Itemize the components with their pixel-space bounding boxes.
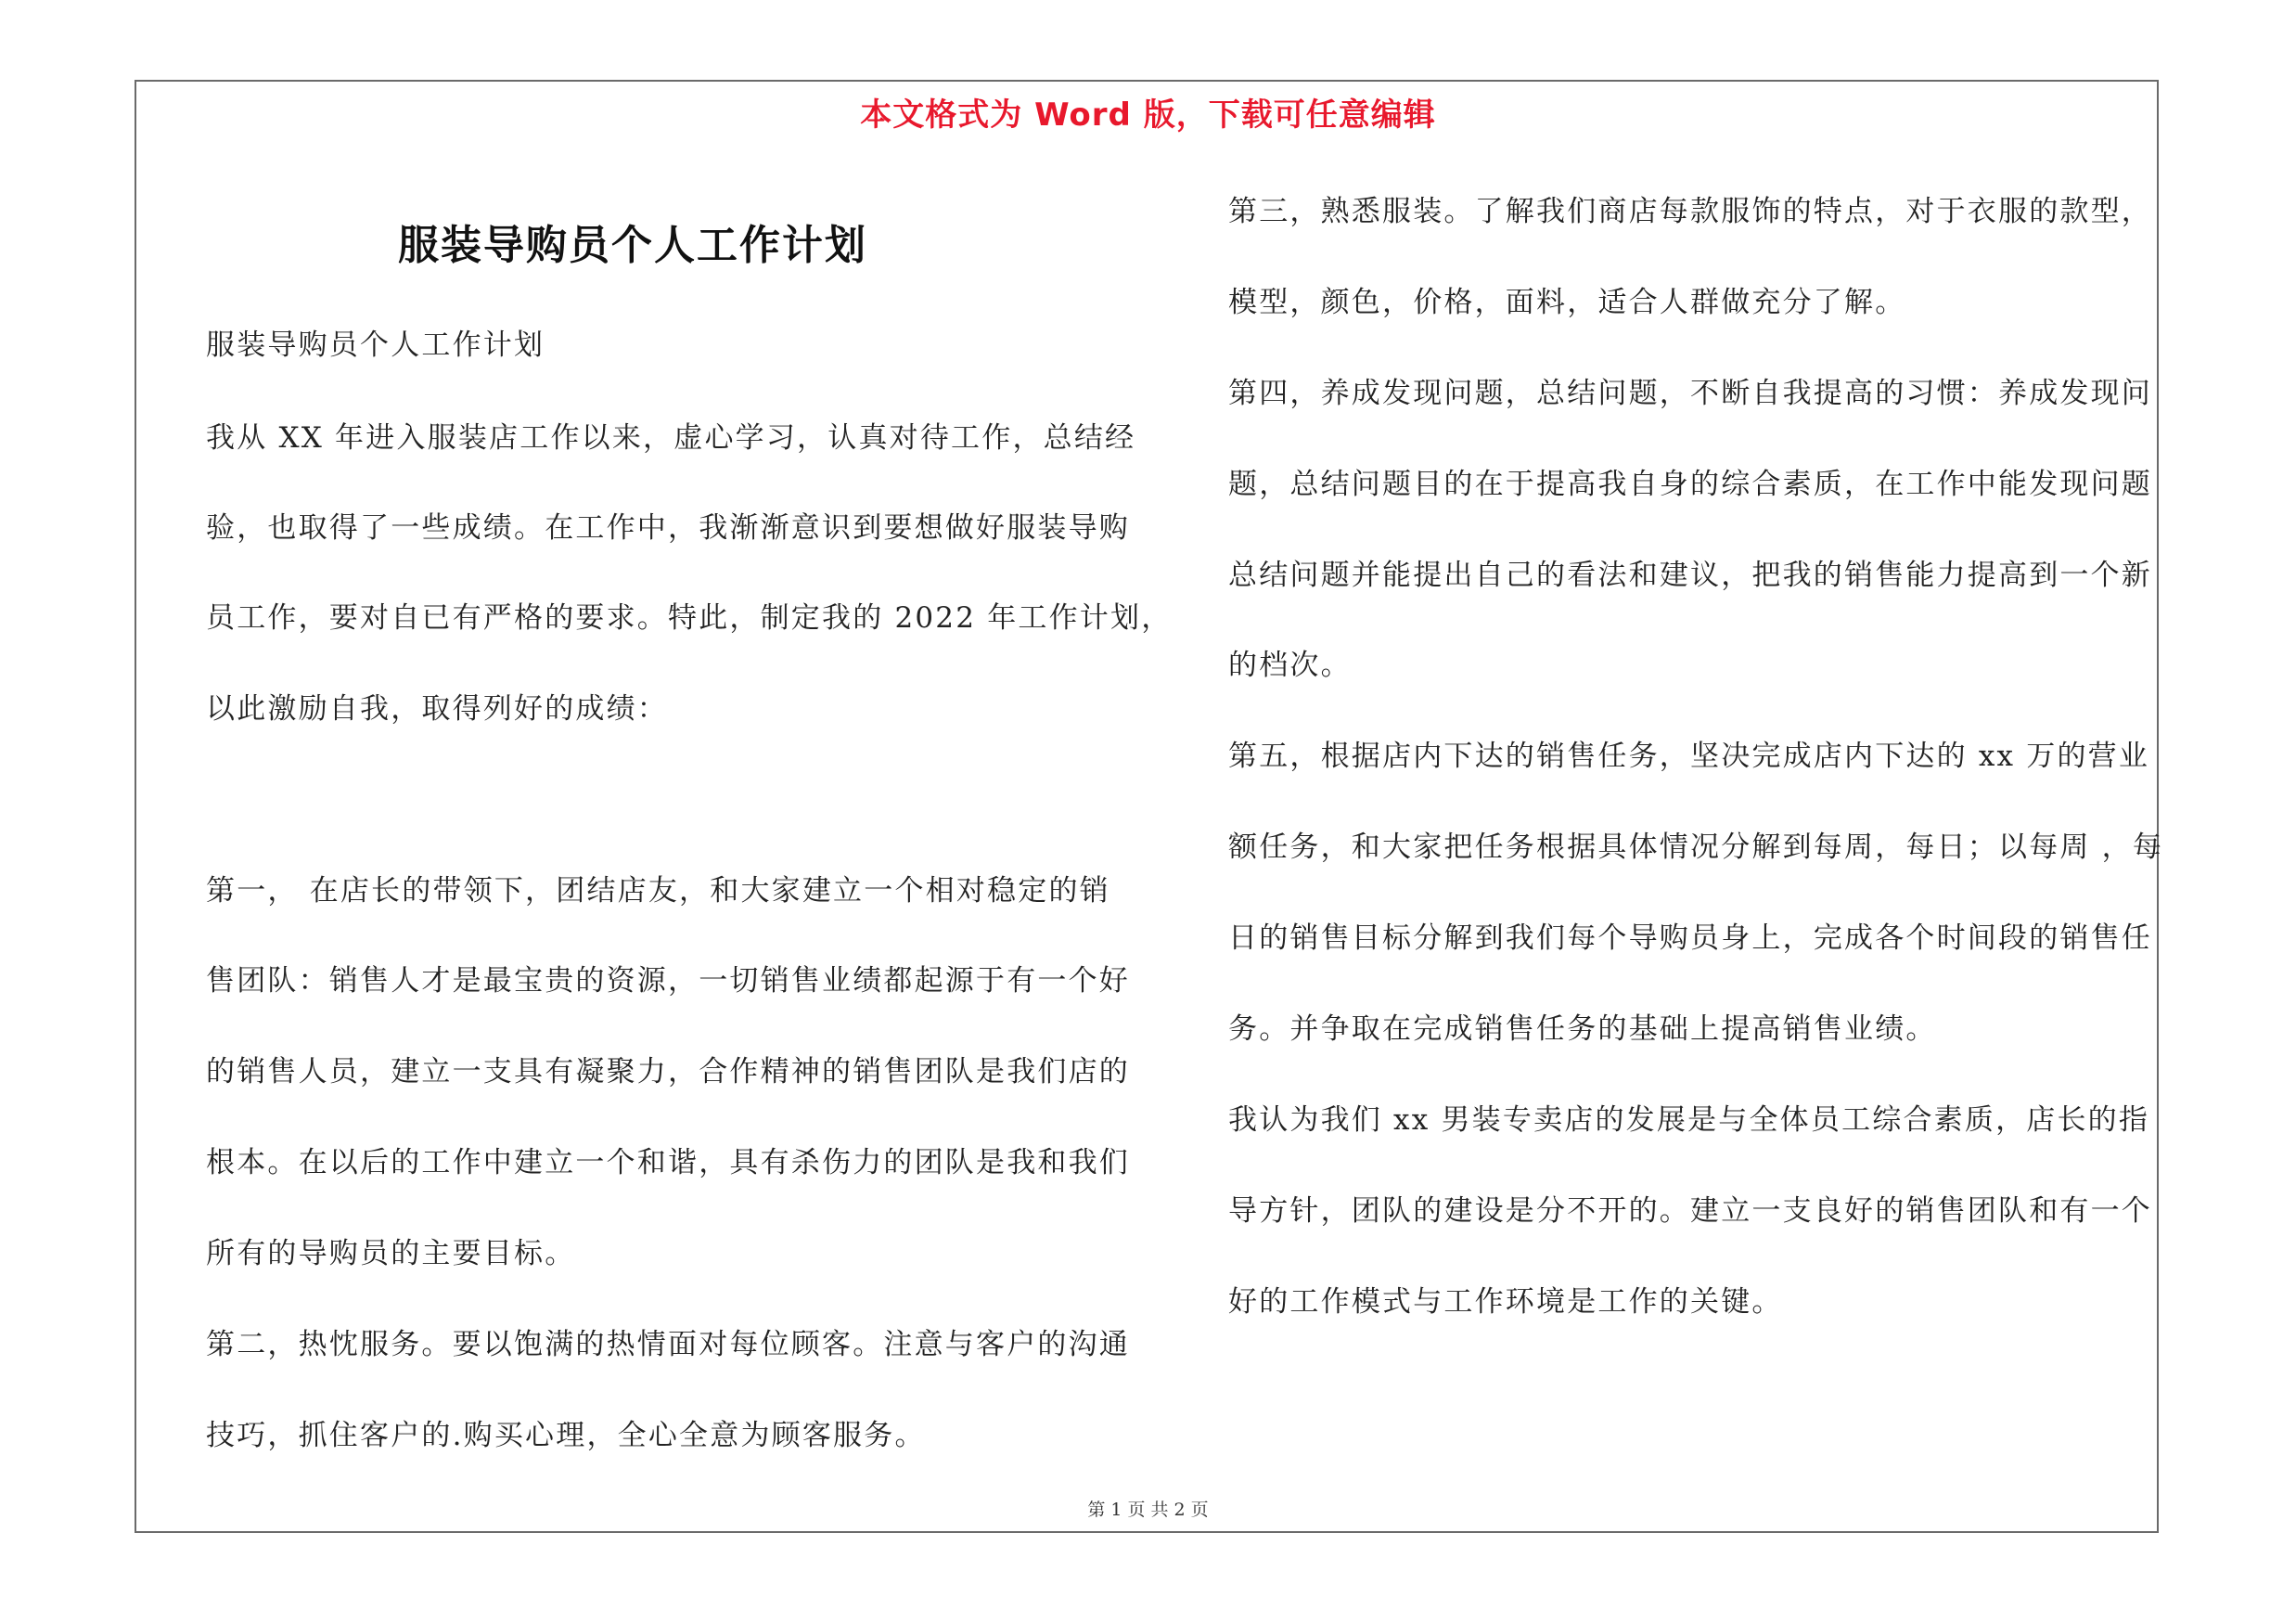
paragraph-line: 日的销售目标分解到我们每个导购员身上，完成各个时间段的销售任 (1228, 921, 2152, 955)
paragraph-line: 验，也取得了一些成绩。在工作中，我渐渐意识到要想做好服装导购 (206, 511, 1130, 545)
paragraph-line: 第五，根据店内下达的销售任务，坚决完成店内下达的 xx 万的营业 (1228, 740, 2150, 773)
paragraph-line: 所有的导购员的主要目标。 (206, 1237, 576, 1270)
paragraph-line: 额任务，和大家把任务根据具体情况分解到每周，每日；以每周 ，每 (1228, 831, 2164, 864)
paragraph-line: 我认为我们 xx 男装专卖店的发展是与全体员工综合素质，店长的指 (1228, 1103, 2150, 1137)
document-title: 服装导购员个人工作计划 (398, 222, 867, 269)
paragraph-line: 第三，熟悉服装。了解我们商店每款服饰的特点，对于衣服的款型， (1228, 195, 2152, 228)
paragraph-line: 服装导购员个人工作计划 (206, 328, 545, 362)
paragraph-line: 第一， 在店长的带领下，团结店友，和大家建立一个相对稳定的销 (206, 874, 1110, 908)
paragraph-line: 技巧，抓住客户的.购买心理，全心全意为顾客服务。 (206, 1419, 926, 1452)
paragraph-line: 的销售人员，建立一支具有凝聚力，合作精神的销售团队是我们店的 (206, 1055, 1130, 1088)
paragraph-line: 第四，养成发现问题，总结问题，不断自我提高的习惯：养成发现问 (1228, 377, 2152, 410)
paragraph-line: 员工作，要对自已有严格的要求。特此，制定我的 2022 年工作计划， (206, 601, 1173, 635)
paragraph-line: 售团队：销售人才是最宝贵的资源，一切销售业绩都起源于有一个好 (206, 964, 1130, 998)
paragraph-line: 好的工作模式与工作环境是工作的关键。 (1228, 1285, 1783, 1319)
paragraph-line: 我从 XX 年进入服装店工作以来，虚心学习，认真对待工作，总结经 (206, 421, 1136, 455)
paragraph-line: 总结问题并能提出自己的看法和建议，把我的销售能力提高到一个新 (1228, 559, 2152, 592)
paragraph-line: 的档次。 (1228, 649, 1352, 682)
page-number: 第 1 页 共 2 页 (1087, 1500, 1209, 1520)
paragraph-line: 模型，颜色，价格，面料，适合人群做充分了解。 (1228, 286, 1906, 319)
paragraph-line: 第二，热忱服务。要以饱满的热情面对每位顾客。注意与客户的沟通 (206, 1328, 1130, 1361)
paragraph-line: 题，总结问题目的在于提高我自身的综合素质，在工作中能发现问题 (1228, 468, 2152, 501)
editable-notice-banner: 本文格式为 Word 版，下载可任意编辑 (860, 97, 1436, 134)
paragraph-line: 务。并争取在完成销售任务的基础上提高销售业绩。 (1228, 1012, 1937, 1046)
paragraph-line: 导方针，团队的建设是分不开的。建立一支良好的销售团队和有一个 (1228, 1194, 2152, 1228)
paragraph-line: 以此激励自我，取得列好的成绩： (206, 692, 668, 726)
paragraph-line: 根本。在以后的工作中建立一个和谐，具有杀伤力的团队是我和我们 (206, 1146, 1130, 1179)
